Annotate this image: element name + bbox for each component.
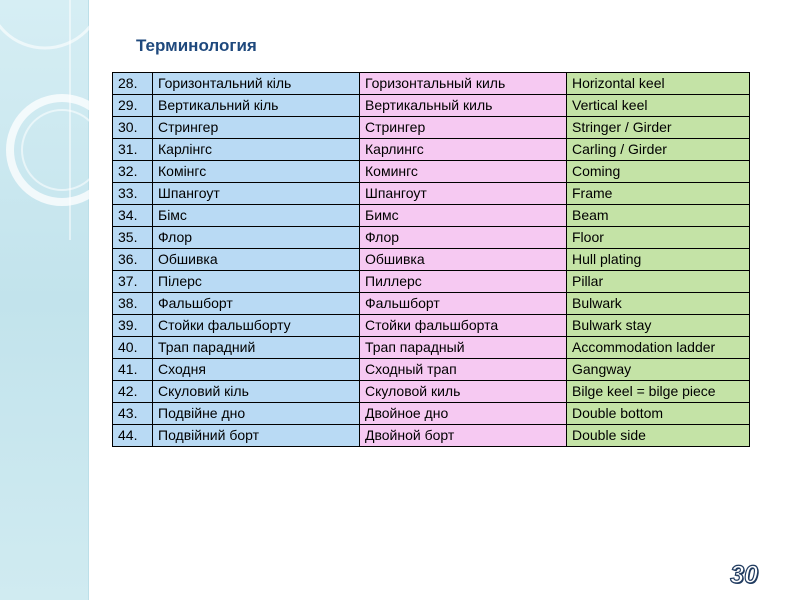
decorative-side-panel: [0, 0, 89, 600]
table-row: [113, 227, 750, 249]
english-term: Accommodation ladder: [567, 337, 750, 359]
table-row: [113, 249, 750, 271]
row-number: 29.: [113, 95, 153, 117]
english-term: Beam: [567, 205, 750, 227]
table-row: [113, 117, 750, 139]
ukrainian-term: Горизонтальний кіль: [153, 73, 360, 95]
row-number: 44.: [113, 425, 153, 447]
russian-term: Флор: [360, 227, 567, 249]
ukrainian-term: Карлінгс: [153, 139, 360, 161]
row-number: 38.: [113, 293, 153, 315]
english-term: Stringer / Girder: [567, 117, 750, 139]
row-number: 42.: [113, 381, 153, 403]
row-number: 30.: [113, 117, 153, 139]
russian-term: Скуловой киль: [360, 381, 567, 403]
english-term: Horizontal keel: [567, 73, 750, 95]
ukrainian-term: Флор: [153, 227, 360, 249]
table-row: [113, 139, 750, 161]
russian-term: Двойной борт: [360, 425, 567, 447]
table-row: [113, 315, 750, 337]
russian-term: Сходный трап: [360, 359, 567, 381]
english-term: Double side: [567, 425, 750, 447]
english-term: Vertical keel: [567, 95, 750, 117]
english-term: Carling / Girder: [567, 139, 750, 161]
ukrainian-term: Скуловий кіль: [153, 381, 360, 403]
ukrainian-term: Трап парадний: [153, 337, 360, 359]
ukrainian-term: Шпангоут: [153, 183, 360, 205]
row-number: 28.: [113, 73, 153, 95]
ukrainian-term: Стойки фальшборту: [153, 315, 360, 337]
row-number: 34.: [113, 205, 153, 227]
english-term: Floor: [567, 227, 750, 249]
row-number: 39.: [113, 315, 153, 337]
russian-term: Комингс: [360, 161, 567, 183]
russian-term: Двойное дно: [360, 403, 567, 425]
row-number: 40.: [113, 337, 153, 359]
table-row: [113, 205, 750, 227]
table-row: [113, 425, 750, 447]
row-number: 33.: [113, 183, 153, 205]
english-term: Hull plating: [567, 249, 750, 271]
table-row: [113, 73, 750, 95]
table-row: [113, 183, 750, 205]
russian-term: Вертикальный киль: [360, 95, 567, 117]
english-term: Double bottom: [567, 403, 750, 425]
terminology-table: [112, 72, 750, 447]
page-number: 30: [730, 561, 758, 589]
table-row: [113, 381, 750, 403]
table-row: [113, 293, 750, 315]
table-row: [113, 359, 750, 381]
decorative-circles: [0, 0, 130, 240]
ukrainian-term: Стрингер: [153, 117, 360, 139]
row-number: 31.: [113, 139, 153, 161]
row-number: 36.: [113, 249, 153, 271]
ukrainian-term: Обшивка: [153, 249, 360, 271]
row-number: 32.: [113, 161, 153, 183]
row-number: 35.: [113, 227, 153, 249]
ukrainian-term: Сходня: [153, 359, 360, 381]
english-term: Bulwark: [567, 293, 750, 315]
russian-term: Горизонтальный киль: [360, 73, 567, 95]
russian-term: Шпангоут: [360, 183, 567, 205]
russian-term: Бимс: [360, 205, 567, 227]
ukrainian-term: Подвійний борт: [153, 425, 360, 447]
russian-term: Пиллерс: [360, 271, 567, 293]
ukrainian-term: Фальшборт: [153, 293, 360, 315]
row-number: 41.: [113, 359, 153, 381]
table-row: [113, 161, 750, 183]
table-row: [113, 95, 750, 117]
english-term: Coming: [567, 161, 750, 183]
table-row: [113, 271, 750, 293]
ukrainian-term: Комінгс: [153, 161, 360, 183]
russian-term: Стрингер: [360, 117, 567, 139]
ukrainian-term: Пілерс: [153, 271, 360, 293]
russian-term: Трап парадный: [360, 337, 567, 359]
row-number: 37.: [113, 271, 153, 293]
english-term: Pillar: [567, 271, 750, 293]
page-title: Терминология: [136, 36, 257, 55]
russian-term: Стойки фальшборта: [360, 315, 567, 337]
ukrainian-term: Вертикальний кіль: [153, 95, 360, 117]
english-term: Bulwark stay: [567, 315, 750, 337]
ukrainian-term: Подвійне дно: [153, 403, 360, 425]
english-term: Bilge keel = bilge piece: [567, 381, 750, 403]
russian-term: Карлингс: [360, 139, 567, 161]
table-row: [113, 337, 750, 359]
row-number: 43.: [113, 403, 153, 425]
russian-term: Обшивка: [360, 249, 567, 271]
russian-term: Фальшборт: [360, 293, 567, 315]
english-term: Frame: [567, 183, 750, 205]
terminology-table-body: [113, 73, 750, 447]
ukrainian-term: Бімс: [153, 205, 360, 227]
english-term: Gangway: [567, 359, 750, 381]
table-row: [113, 403, 750, 425]
